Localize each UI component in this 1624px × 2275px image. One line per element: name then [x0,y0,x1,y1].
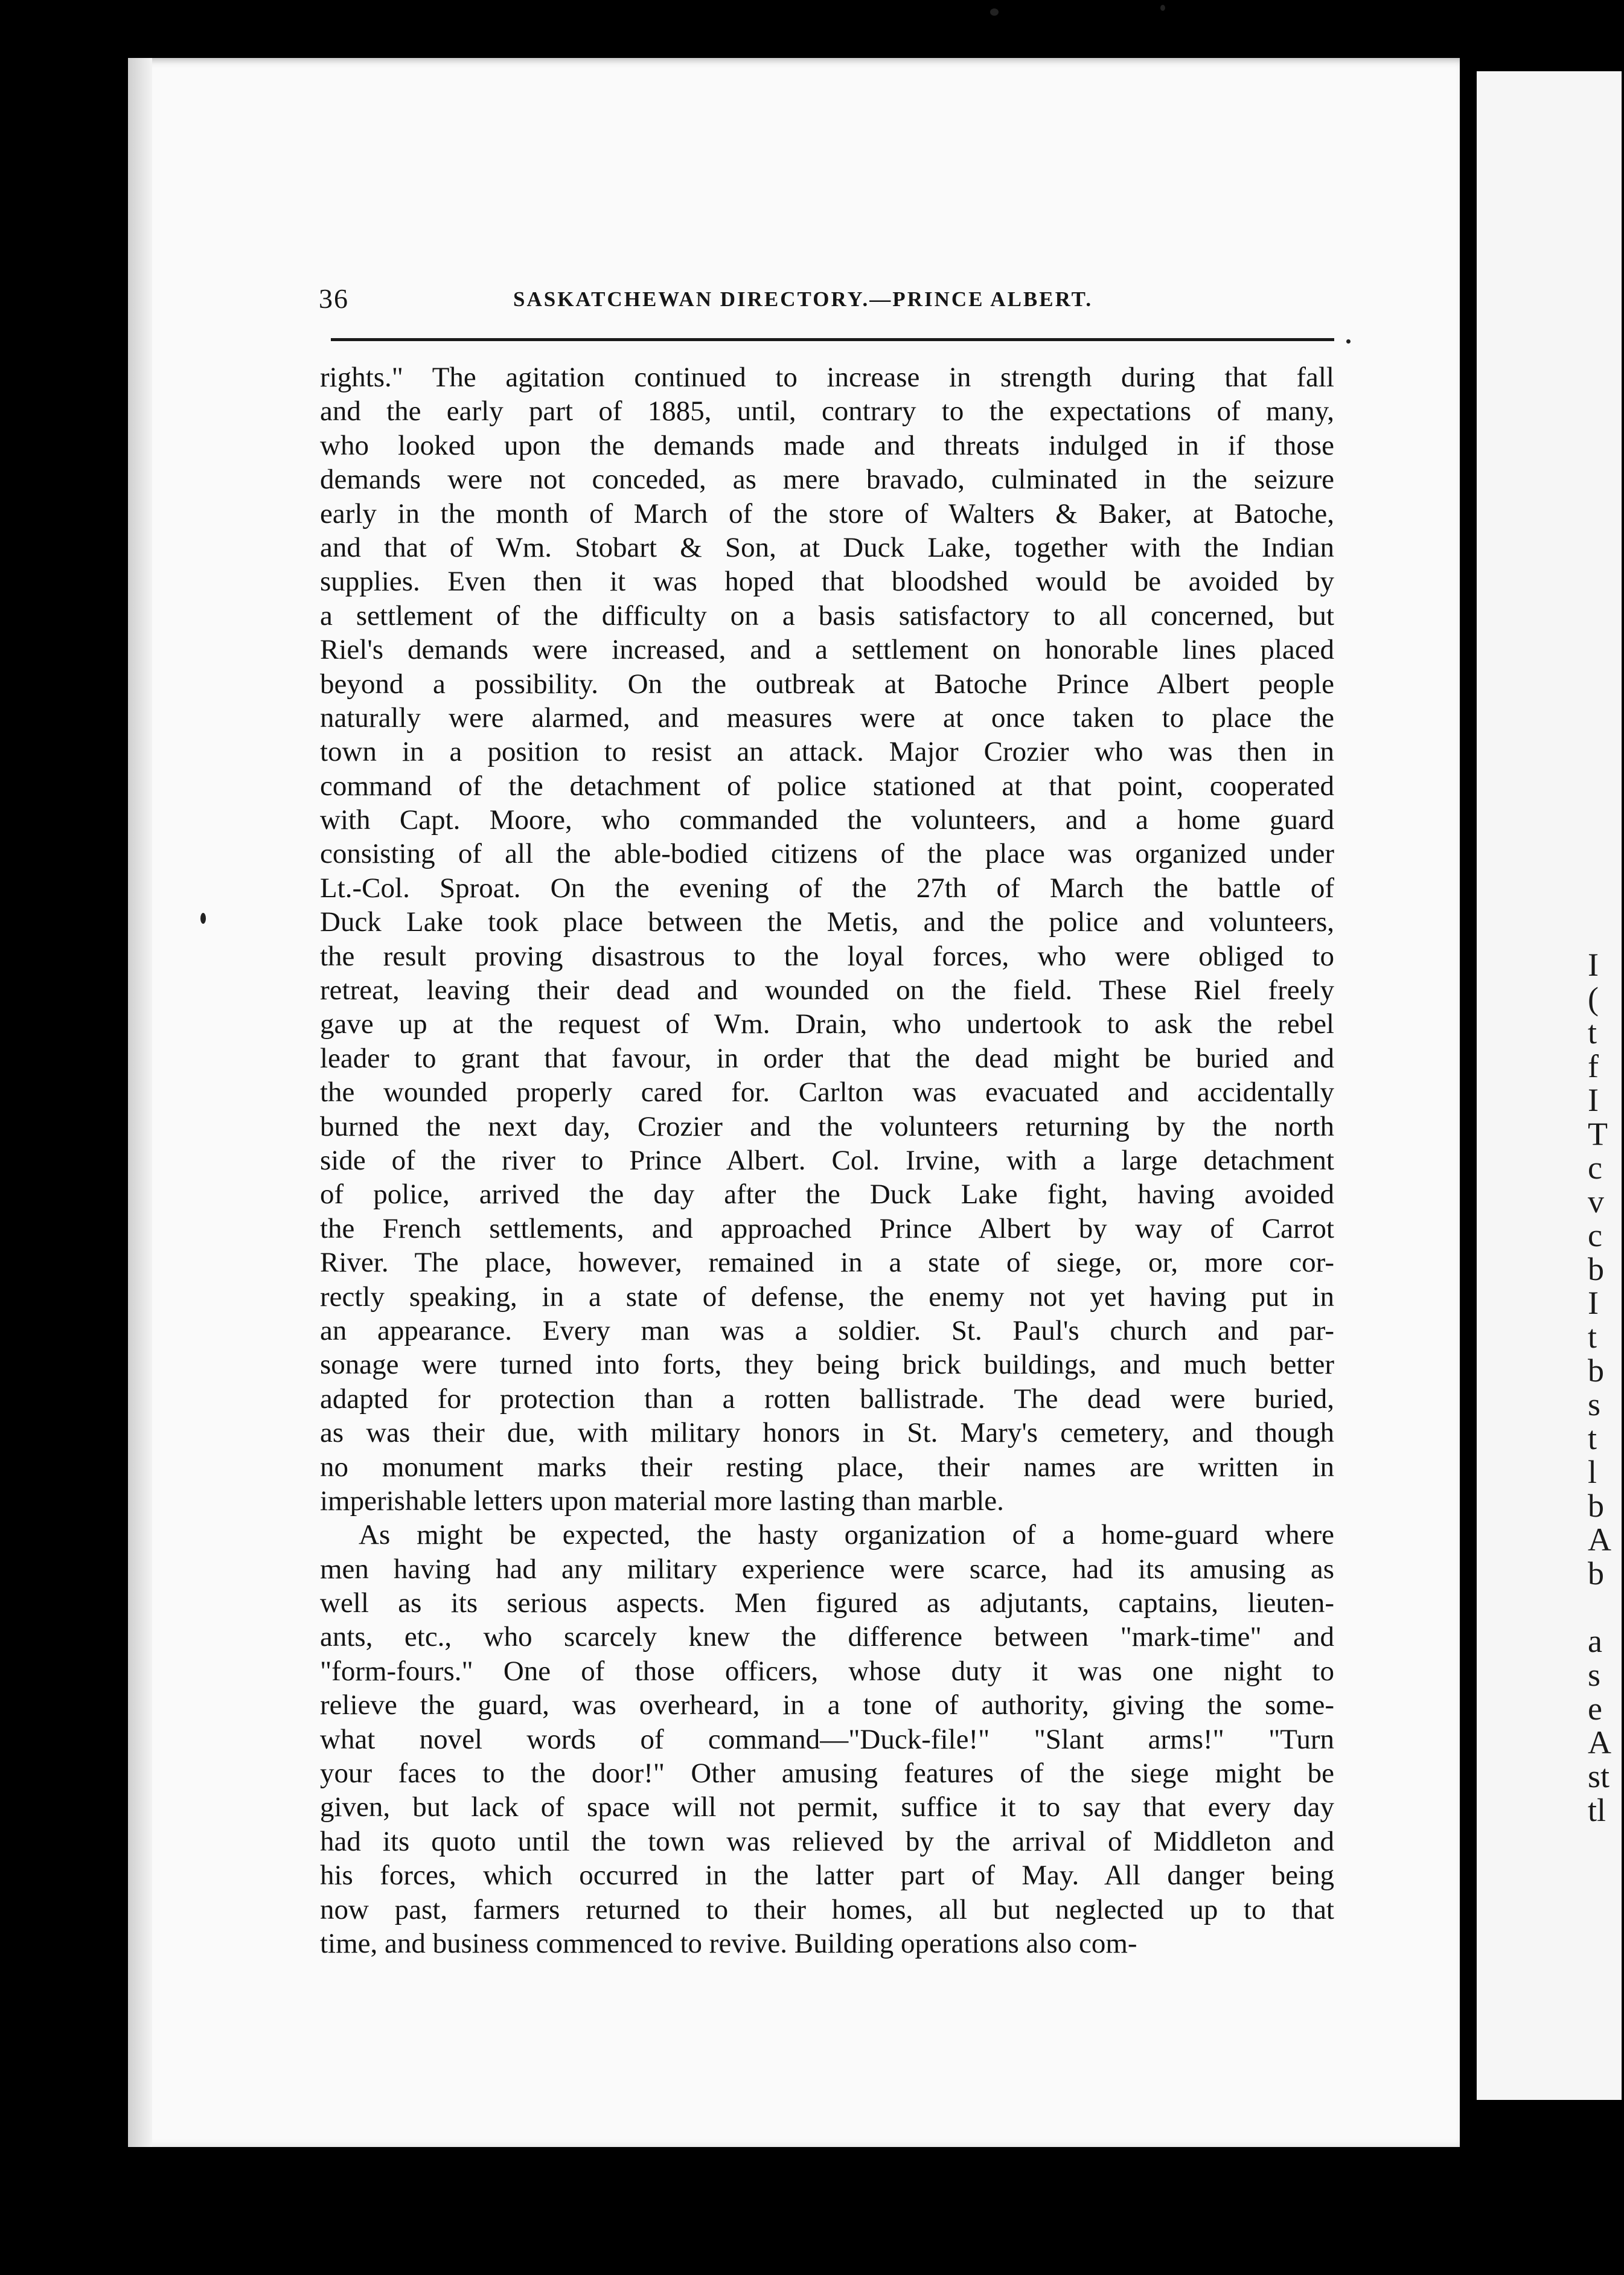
text-line: a settlement of the difficulty on a basis satisfactory to all concerned, but [320,600,1334,632]
running-header [319,283,1333,325]
facing-page-fragment: f [1588,1048,1599,1084]
text-line: naturally were alarmed, and measures were at once taken to place the [320,702,1334,734]
facing-page-fragment: st [1588,1758,1610,1794]
facing-page-fragment: tl [1588,1792,1606,1828]
text-line: burned the next day, Crozier and the volunteers returning by the north [320,1110,1334,1142]
facing-page-fragment [1588,1590,1624,1624]
text-line: your faces to the door!" Other amusing features of the siege might be [320,1758,1334,1790]
text-line: retreat, leaving their dead and wounded on the field. These Riel freely [320,974,1334,1006]
facing-page-fragment: b [1588,1352,1604,1389]
text-line: demands were not conceded, as mere bravado, culminated in the seizure [320,464,1334,496]
text-line: men having had any military experience were scarce, had its amusing as [320,1553,1334,1585]
facing-page-fragment: I [1588,1285,1599,1321]
facing-page-text-fragments [1588,948,1624,1827]
text-line: leader to grant that favour, in order that the dead might be buried and [320,1042,1334,1074]
facing-page-fragment: I [1588,947,1599,983]
text-line: an appearance. Every man was a soldier. St. Paul's church and par- [320,1314,1334,1346]
text-line: of police, arrived the day after the Duck Lake fight, having avoided [320,1179,1334,1211]
facing-page-fragment: b [1588,1251,1604,1287]
text-line: supplies. Even then it was hoped that bloodshed would be avoided by [320,566,1334,598]
text-line: well as its serious aspects. Men figured as adjutants, captains, lieuten- [320,1587,1334,1619]
facing-page-fragment: T [1588,1116,1608,1152]
facing-page-fragment: b [1588,1488,1604,1524]
text-line: consisting of all the able-bodied citizens of the place was organized under [320,838,1334,870]
text-line: Duck Lake took place between the Metis, and the police and volunteers, [320,906,1334,938]
text-line: As might be expected, the hasty organization of a home-guard where [359,1519,1334,1551]
text-line: side of the river to Prince Albert. Col. Irvine, with a large detachment [320,1144,1334,1176]
text-line: rectly speaking, in a state of defense, the enemy not yet having put in [320,1281,1334,1313]
text-line: his forces, which occurred in the latter part of May. All danger being [320,1860,1334,1892]
text-line: with Capt. Moore, who commanded the volunteers, and a home guard [320,804,1334,836]
text-line: gave up at the request of Wm. Drain, who undertook to ask the rebel [320,1008,1334,1040]
text-line: relieve the guard, was overheard, in a tone of authority, giving the some- [320,1689,1334,1721]
facing-page-fragment: A [1588,1724,1611,1761]
text-line: early in the month of March of the store of Walters & Baker, at Batoche, [320,498,1334,530]
text-line: given, but lack of space will not permit, suffice it to say that every day [320,1791,1334,1823]
text-line: Riel's demands were increased, and a settlement on honorable lines placed [320,634,1334,666]
facing-page-fragment: c [1588,1150,1602,1186]
facing-page-fragment: l [1588,1454,1597,1490]
text-line: what novel words of command—"Duck-file!" "Slant arms!" "Turn [320,1723,1334,1755]
facing-page-fragment: ( [1588,981,1599,1017]
text-line: rights." The agitation continued to increase in strength during that fall [320,362,1334,393]
scan-speck [1160,5,1165,11]
facing-page-fragment: t [1588,1420,1597,1456]
text-line: beyond a possibility. On the outbreak at Batoche Prince Albert people [320,668,1334,700]
text-line: imperishable letters upon material more lasting than marble. [320,1485,1004,1517]
facing-page-fragment: A [1588,1521,1611,1558]
facing-page-fragment: v [1588,1183,1604,1220]
facing-page-fragment: c [1588,1217,1602,1253]
text-line: Lt.-Col. Sproat. On the evening of the 27th of March the battle of [320,872,1334,904]
facing-page-fragment: t [1588,1319,1597,1355]
facing-page-fragment: b [1588,1555,1604,1592]
text-line: command of the detachment of police stationed at that point, cooperated [320,770,1334,802]
text-line: and that of Wm. Stobart & Son, at Duck Lake, together with the Indian [320,531,1334,563]
page-number: 36 [319,283,349,314]
facing-page-fragment: e [1588,1691,1602,1727]
text-line: ants, etc., who scarcely knew the difference between "mark-time" and [320,1621,1334,1653]
text-line: the French settlements, and approached Prince Albert by way of Carrot [320,1212,1334,1244]
scan-speck [200,913,206,924]
text-line: the result proving disastrous to the loyal forces, who were obliged to [320,940,1334,972]
text-line: as was their due, with military honors in St. Mary's cemetery, and though [320,1417,1334,1449]
body-text [320,360,1334,1960]
facing-page-fragment: s [1588,1386,1601,1422]
text-line: adapted for protection than a rotten ballistrade. The dead were buried, [320,1383,1334,1415]
text-line: sonage were turned into forts, they being brick buildings, and much better [320,1349,1334,1381]
text-line: had its quoto until the town was relieved by the arrival of Middleton and [320,1825,1334,1857]
text-line: time, and business commenced to revive. Building operations also com- [320,1927,1137,1959]
facing-page-fragment: a [1588,1623,1602,1659]
header-title: SASKATCHEWAN DIRECTORY.—PRINCE ALBERT. [513,287,1093,311]
facing-page-fragment: I [1588,1082,1599,1118]
facing-page-fragment: s [1588,1657,1601,1693]
text-line: "form-fours." One of those officers, whose duty it was one night to [320,1655,1334,1687]
facing-page-fragment: t [1588,1014,1597,1051]
text-line: the wounded properly cared for. Carlton was evacuated and accidentally [320,1077,1334,1109]
text-line: now past, farmers returned to their homes, all but neglected up to that [320,1893,1334,1925]
text-line: River. The place, however, remained in a state of siege, or, more cor- [320,1247,1334,1279]
text-line: who looked upon the demands made and threats indulged in if those [320,429,1334,461]
scan-speck [1346,339,1351,344]
header-rule [331,338,1334,341]
text-line: no monument marks their resting place, their names are written in [320,1451,1334,1483]
scan-speck [990,8,999,16]
text-line: town in a position to resist an attack. Major Crozier who was then in [320,736,1334,768]
text-line: and the early part of 1885, until, contrary to the expectations of many, [320,395,1334,427]
